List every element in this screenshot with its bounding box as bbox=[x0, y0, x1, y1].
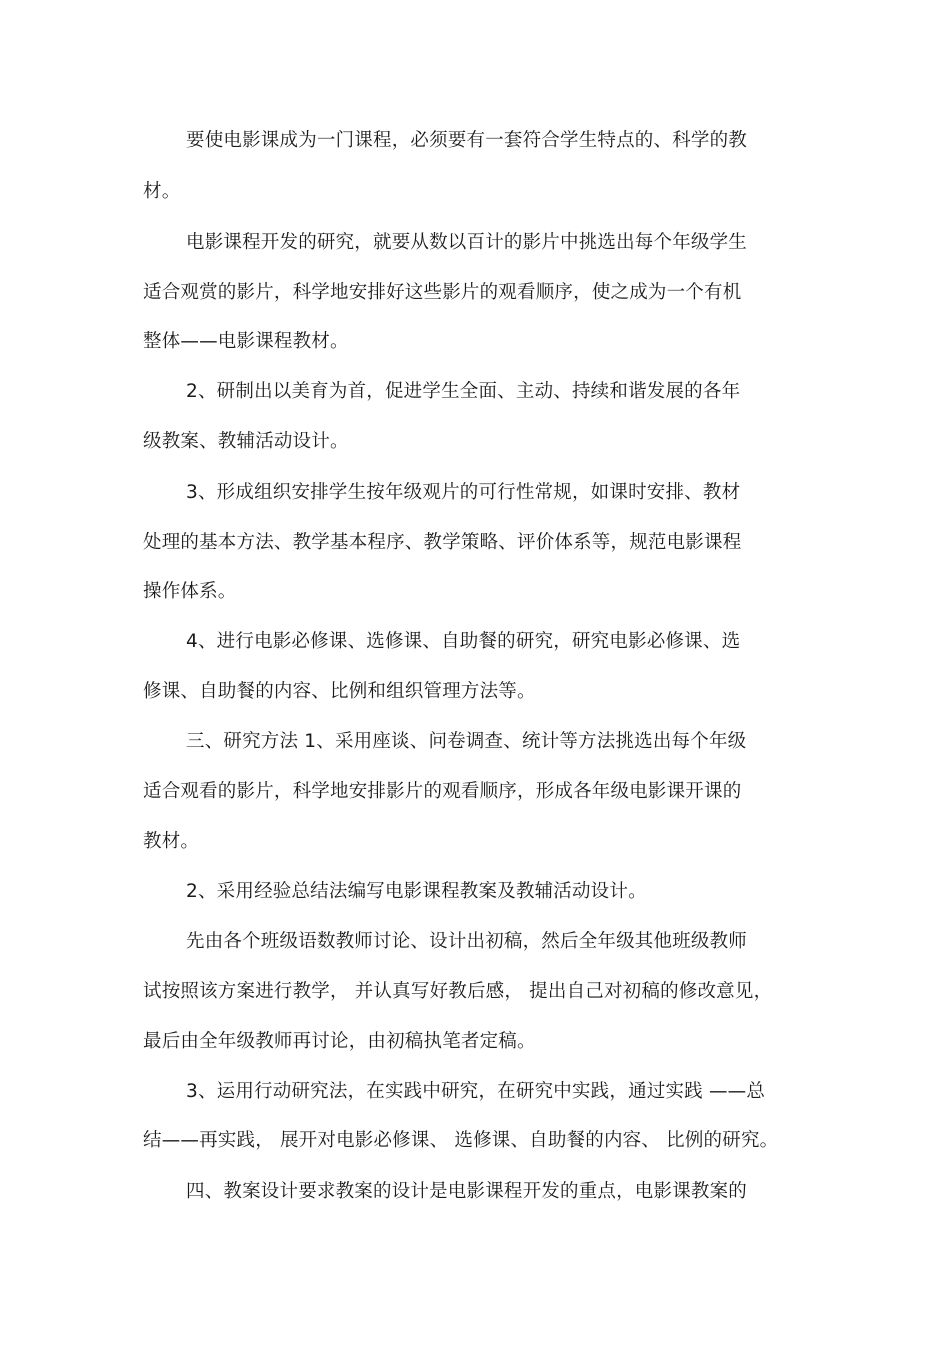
paragraph-line: 教材。 bbox=[143, 831, 200, 852]
paragraph-line: 要使电影课成为一门课程，必须要有一套符合学生特点的、科学的教 bbox=[186, 130, 748, 151]
paragraph-line: 先由各个班级语数教师讨论、设计出初稿，然后全年级其他班级教师 bbox=[186, 931, 748, 952]
paragraph-line: 适合观赏的影片，科学地安排好这些影片的观看顺序，使之成为一个有机 bbox=[143, 282, 742, 303]
paragraph-line: 2、研制出以美育为首，促进学生全面、主动、持续和谐发展的各年 bbox=[186, 381, 741, 402]
paragraph-line: 3、运用行动研究法，在实践中研究，在研究中实践，通过实践 ——总 bbox=[186, 1081, 766, 1102]
paragraph-line: 结——再实践， 展开对电影必修课、 选修课、自助餐的内容、 比例的研究。 bbox=[143, 1130, 779, 1151]
paragraph-line: 三、研究方法 1、采用座谈、问卷调查、统计等方法挑选出每个年级 bbox=[186, 731, 747, 752]
paragraph-line: 4、进行电影必修课、选修课、自助餐的研究，研究电影必修课、选 bbox=[186, 631, 741, 652]
paragraph-line: 2、采用经验总结法编写电影课程教案及教辅活动设计。 bbox=[186, 881, 647, 902]
paragraph-line: 适合观看的影片，科学地安排影片的观看顺序，形成各年级电影课开课的 bbox=[143, 781, 742, 802]
paragraph-line: 级教案、教辅活动设计。 bbox=[143, 431, 349, 452]
paragraph-line: 修课、自助餐的内容、比例和组织管理方法等。 bbox=[143, 681, 536, 702]
paragraph-line: 试按照该方案进行教学， 并认真写好教后感， 提出自己对初稿的修改意见， bbox=[143, 981, 773, 1002]
paragraph-line: 整体——电影课程教材。 bbox=[143, 331, 349, 352]
paragraph-line: 处理的基本方法、教学基本程序、教学策略、评价体系等，规范电影课程 bbox=[143, 532, 742, 553]
paragraph-line: 3、形成组织安排学生按年级观片的可行性常规，如课时安排、教材 bbox=[186, 482, 741, 503]
paragraph-line: 材。 bbox=[143, 181, 181, 202]
paragraph-line: 四、教案设计要求教案的设计是电影课程开发的重点，电影课教案的 bbox=[186, 1181, 748, 1202]
paragraph-line: 最后由全年级教师再讨论，由初稿执笔者定稿。 bbox=[143, 1031, 536, 1052]
paragraph-line: 电影课程开发的研究，就要从数以百计的影片中挑选出每个年级学生 bbox=[186, 232, 748, 253]
paragraph-line: 操作体系。 bbox=[143, 581, 237, 602]
